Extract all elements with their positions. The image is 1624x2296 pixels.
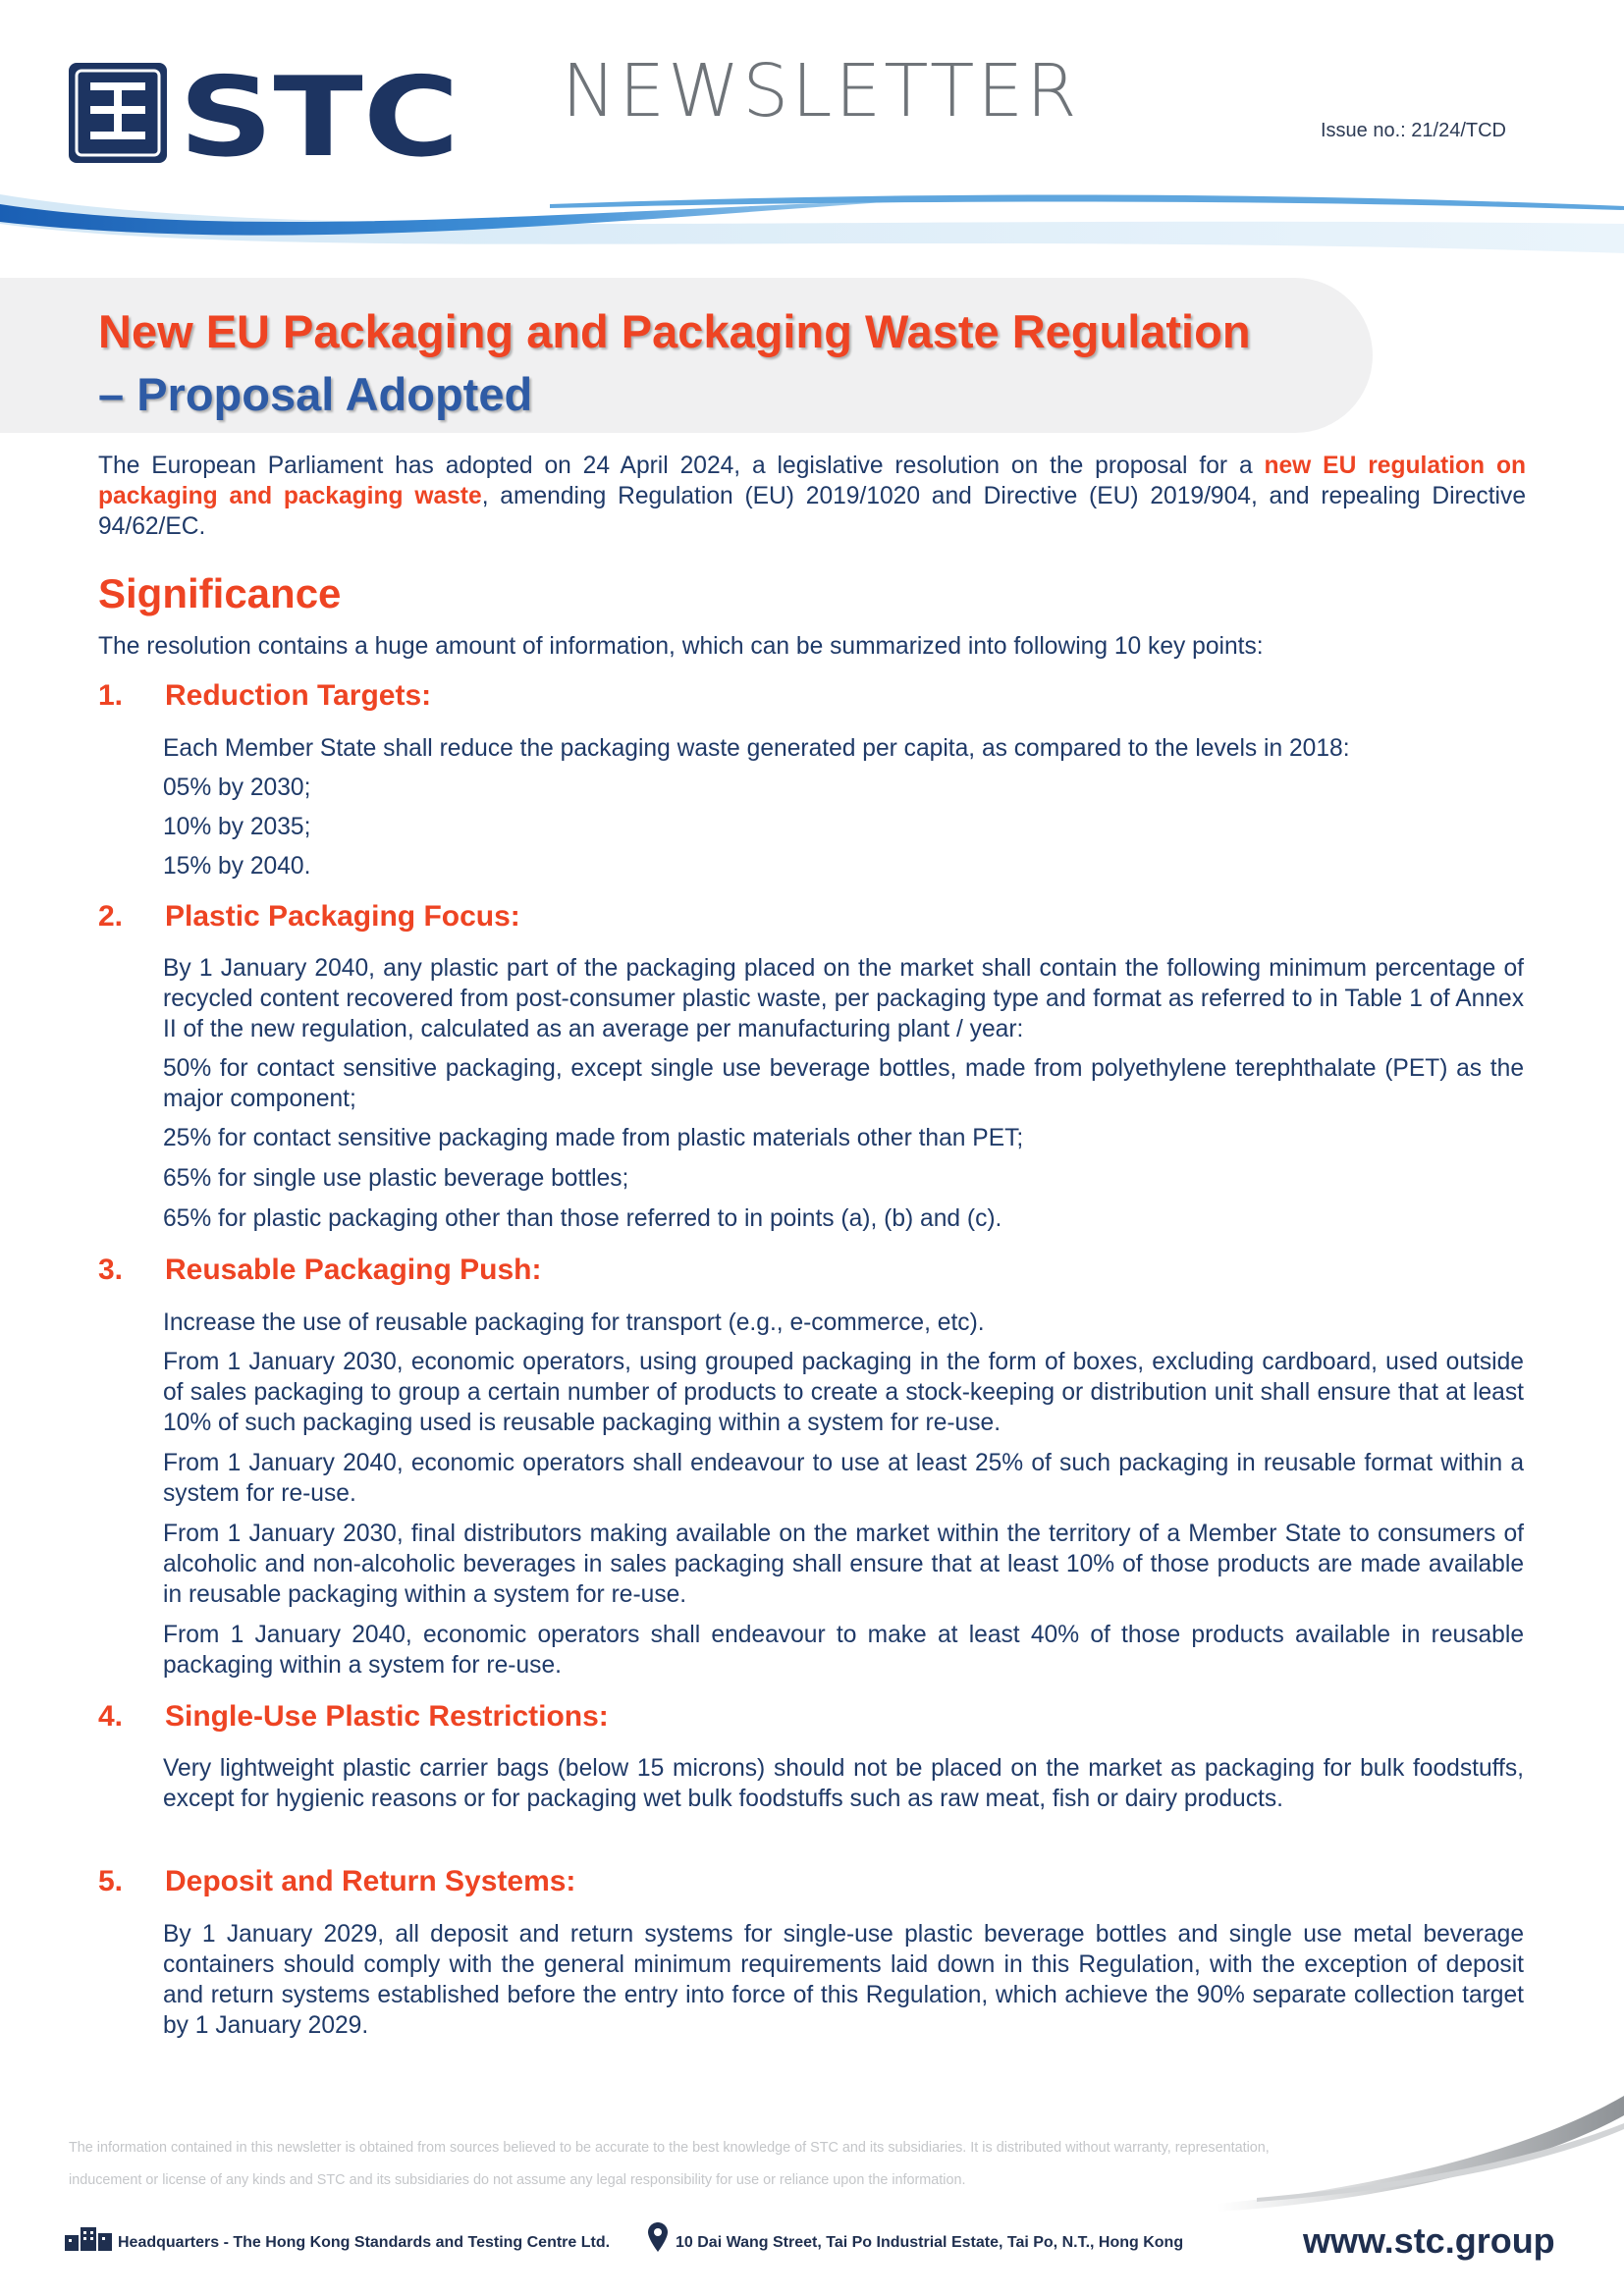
- section-1-title: Reduction Targets:: [165, 679, 432, 712]
- section-2-paragraph: 50% for contact sensitive packaging, except single use beverage bottles, made from polyethylene terephthalate (PET) as the major component;: [163, 1055, 1524, 1112]
- section-2-paragraph: 65% for single use plastic beverage bottles;: [163, 1165, 629, 1192]
- section-1-paragraph: 15% by 2040.: [163, 853, 311, 880]
- intro-paragraph: [98, 451, 1526, 542]
- stc-logo: [69, 61, 461, 167]
- section-5-number: 5.: [98, 1865, 124, 1897]
- section-1-paragraph: 10% by 2035;: [163, 814, 311, 840]
- section-3-paragraph: Increase the use of reusable packaging for transport (e.g., e-commerce, etc).: [163, 1309, 985, 1336]
- headquarters-building-icon: [63, 2223, 114, 2251]
- section-4-title: Single-Use Plastic Restrictions:: [165, 1700, 609, 1733]
- section-3-paragraph: From 1 January 2030, final distributors making available on the market within the territory of a Member State to consumers of alcoholic and non-alcoholic beverages in sales packaging shall ensure that at least 10% of those products are made available in reusable packaging within a system for re-use.: [163, 1521, 1524, 1608]
- section-5-title: Deposit and Return Systems:: [165, 1865, 576, 1897]
- intro-highlight: new EU regulation on packaging and packaging waste: [98, 453, 1526, 509]
- section-1-paragraph: 05% by 2030;: [163, 774, 311, 801]
- brand-text: STC: [179, 61, 460, 167]
- intro-text-before: The European Parliament has adopted on 24 April 2024, a legislative resolution on the proposal for a: [98, 453, 1265, 479]
- section-3-number: 3.: [98, 1254, 124, 1286]
- issue-number: Issue no.: 21/24/TCD: [1321, 120, 1506, 141]
- address-text: 10 Dai Wang Street, Tai Po Industrial Estate, Tai Po, N.T., Hong Kong: [676, 2234, 1184, 2251]
- disclaimer-text: The information contained in this newsletter is obtained from sources believed to be accurate to the best knowledge of STC and its subsidiaries. It is distributed without warranty, representation, inducement or license of any kinds and STC and its subsidiaries do not assume any legal responsibility for use or reliance upon the information.: [69, 2140, 1270, 2188]
- website-link[interactable]: www.stc.group: [1303, 2220, 1555, 2261]
- intro-text-after: , amending Regulation (EU) 2019/1020 and Directive (EU) 2019/904, and repealing Directive 94/62/EC.: [98, 483, 1526, 540]
- section-4-number: 4.: [98, 1700, 124, 1733]
- section-1-number: 1.: [98, 679, 124, 712]
- significance-heading: Significance: [98, 570, 342, 616]
- section-3-paragraph: From 1 January 2030, economic operators, using grouped packaging in the form of boxes, excluding cardboard, used outside of sales packaging to group a certain number of products to create a stock-keeping or distribution unit shall ensure that at least 10% of such packaging used is reusable packaging within a system for re-use.: [163, 1349, 1524, 1436]
- location-pin-icon: [648, 2222, 668, 2252]
- page-title-line-2: – Proposal Adopted: [98, 368, 533, 420]
- section-5-paragraph: By 1 January 2029, all deposit and return systems for single-use plastic beverage bottles and single use metal beverage containers should comply with the general minimum requirements laid down in this Regulation, with the exception of deposit and return systems established before the entry into force of this Regulation, which achieve the 90% separate collection target by 1 January 2029.: [163, 1921, 1524, 2039]
- section-2-paragraph: By 1 January 2040, any plastic part of the packaging placed on the market shall contain the following minimum percentage of recycled content recovered from post-consumer plastic waste, per packaging type and format as referred to in Table 1 of Annex II of the new regulation, calculated as an average per manufacturing plant / year:: [163, 955, 1524, 1042]
- section-2-paragraph: 65% for plastic packaging other than those referred to in points (a), (b) and (c).: [163, 1205, 1002, 1232]
- section-3-paragraph: From 1 January 2040, economic operators shall endeavour to use at least 25% of such packaging in reusable format within a system for re-use.: [163, 1450, 1524, 1507]
- page-title-line-1: New EU Packaging and Packaging Waste Regulation: [98, 305, 1251, 357]
- significance-text: The resolution contains a huge amount of information, which can be summarized into following 10 key points:: [98, 633, 1264, 660]
- section-2-number: 2.: [98, 900, 124, 933]
- section-2-title: Plastic Packaging Focus:: [165, 900, 520, 933]
- section-2-paragraph: 25% for contact sensitive packaging made from plastic materials other than PET;: [163, 1125, 1024, 1151]
- header-swoosh-decoration: [0, 185, 1624, 293]
- newsletter-wordmark: NEWSLETTER: [562, 49, 1080, 133]
- section-1-paragraph: Each Member State shall reduce the packaging waste generated per capita, as compared to the levels in 2018:: [163, 735, 1350, 762]
- headquarters-text: Headquarters - The Hong Kong Standards and Testing Centre Ltd.: [118, 2234, 611, 2251]
- section-4-paragraph: Very lightweight plastic carrier bags (below 15 microns) should not be placed on the market as packaging for bulk foodstuffs, except for hygienic reasons or for packaging wet bulk foodstuffs such as raw meat, fish or dairy products.: [163, 1755, 1524, 1812]
- footer-swoosh-decoration: [1218, 2096, 1624, 2214]
- section-3-title: Reusable Packaging Push:: [165, 1254, 542, 1286]
- section-3-paragraph: From 1 January 2040, economic operators shall endeavour to make at least 40% of those products available in reusable packaging within a system for re-use.: [163, 1622, 1524, 1679]
